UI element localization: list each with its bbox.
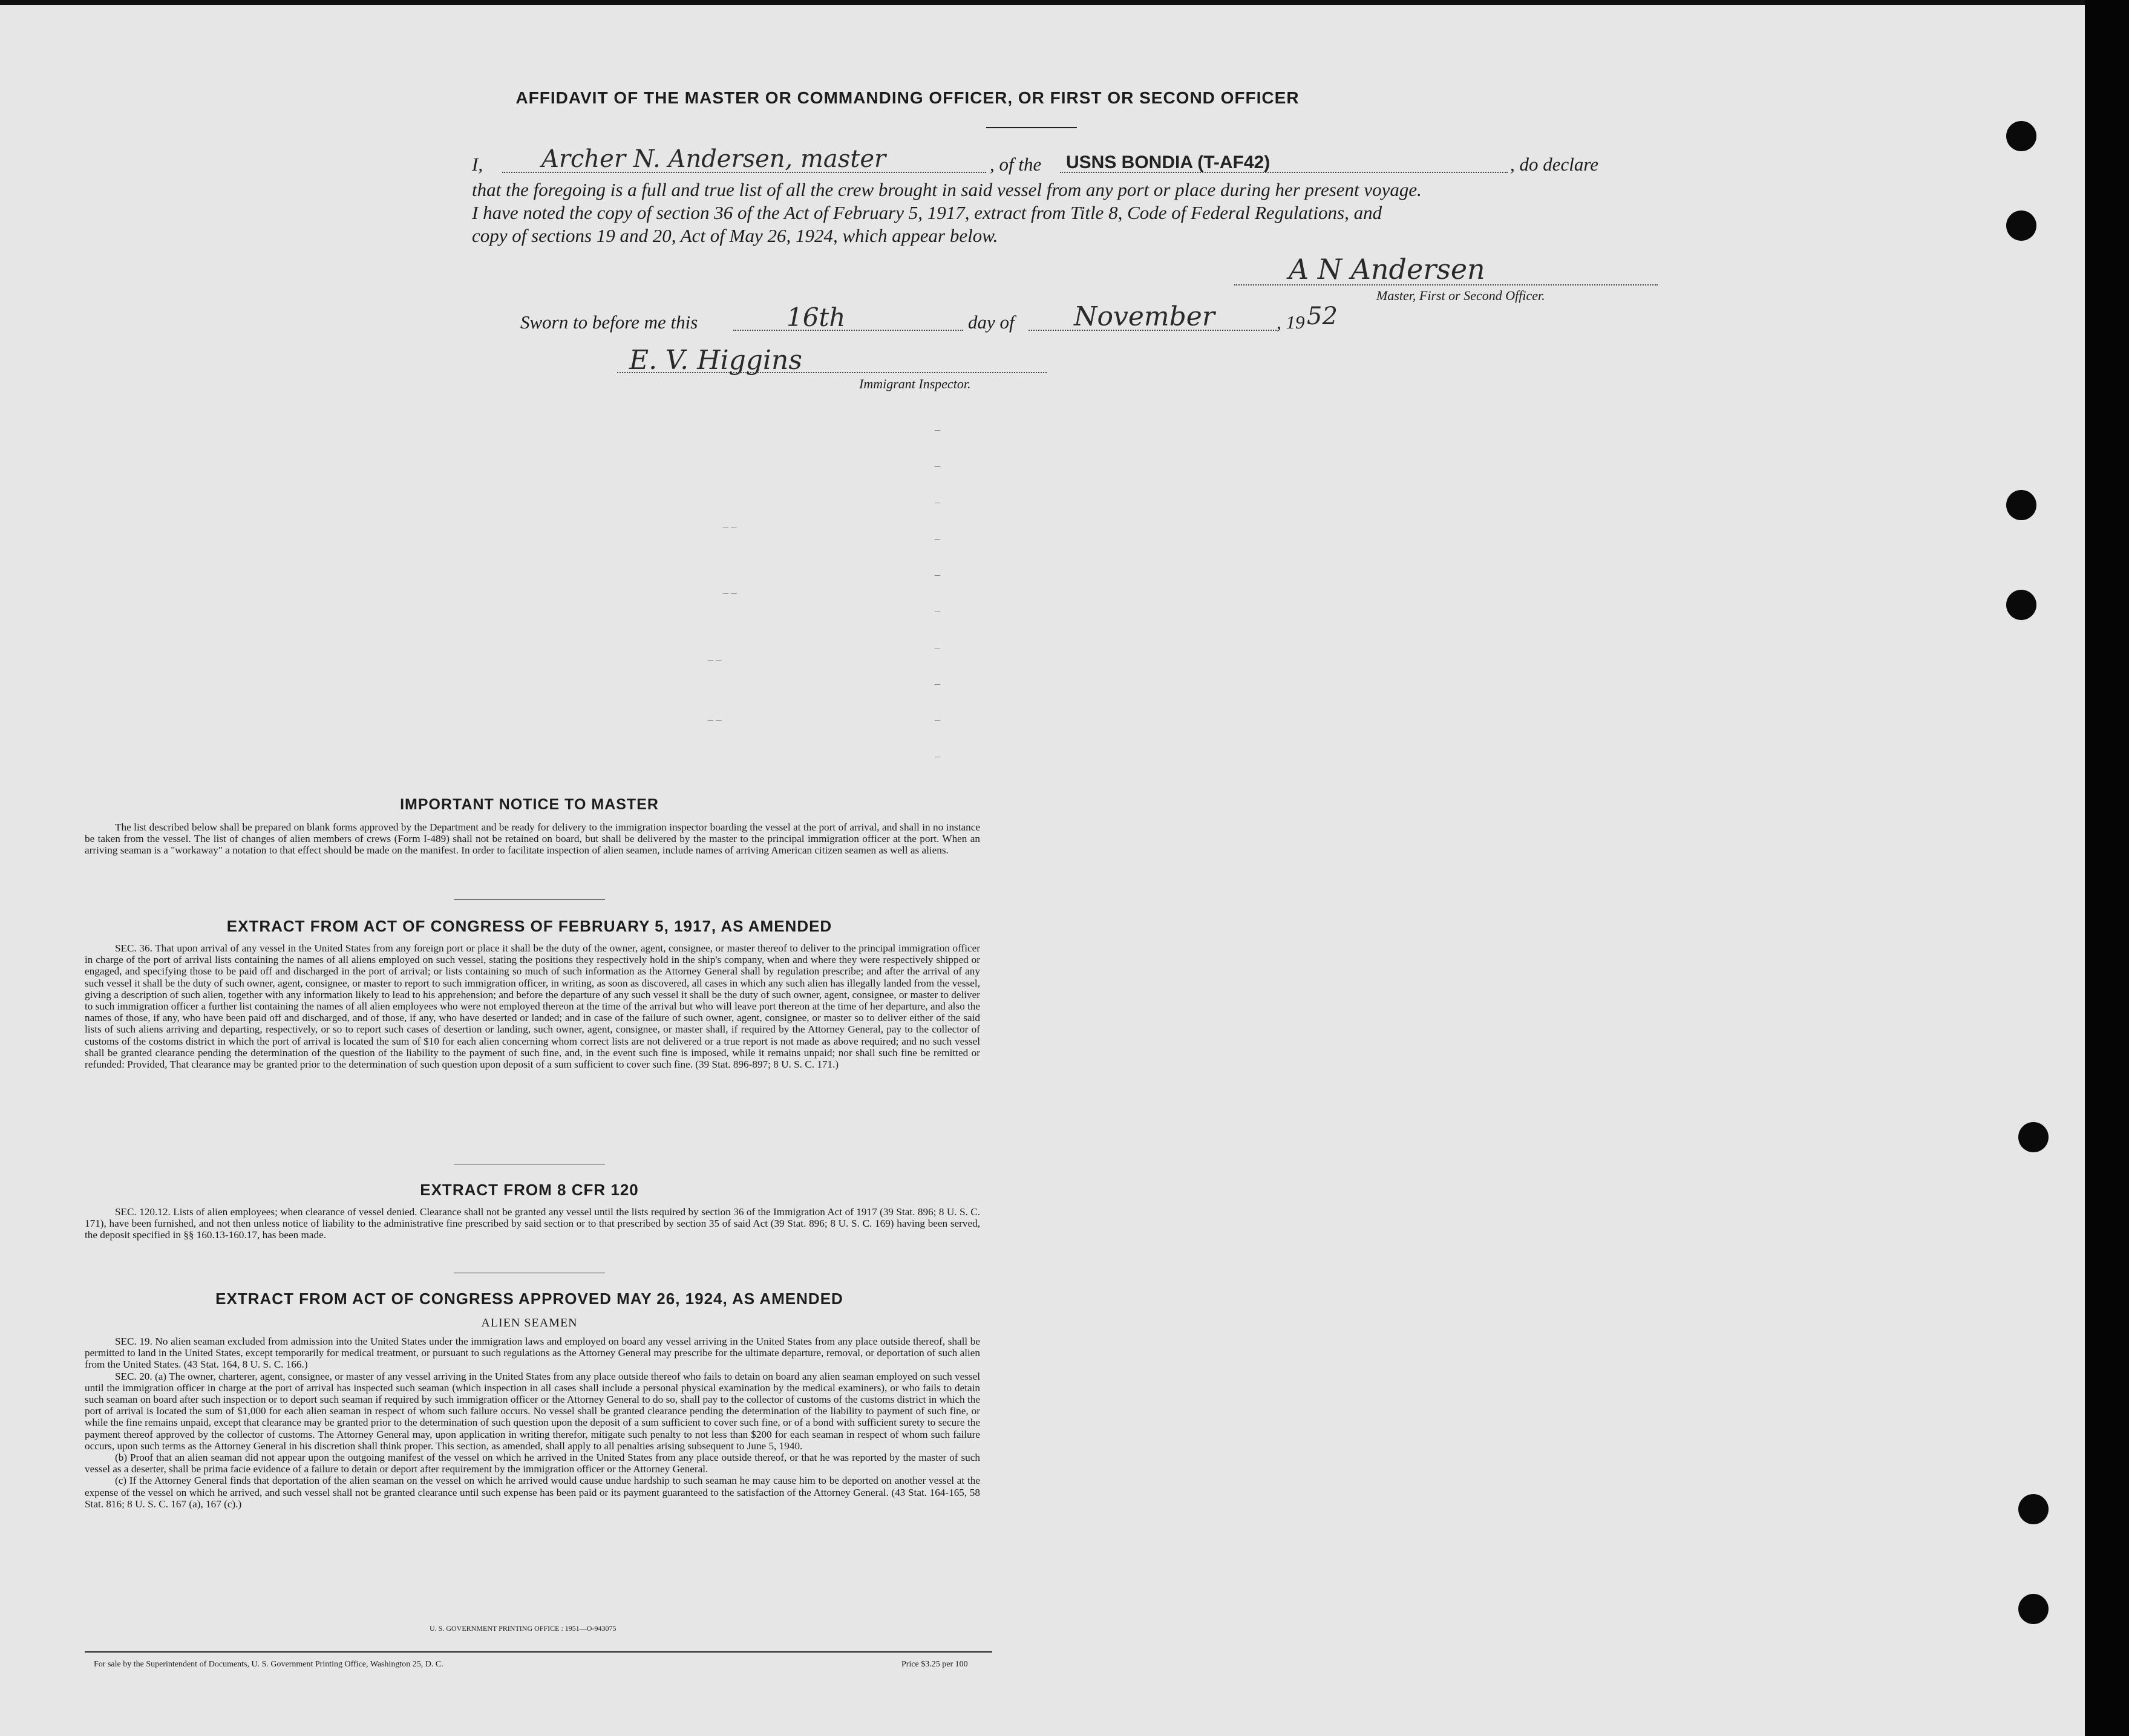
declaration-prefix: I, bbox=[472, 154, 483, 175]
dash-mark: – bbox=[935, 641, 940, 653]
extract-1924-text bbox=[85, 1336, 980, 1510]
master-signature-caption: Master, First or Second Officer. bbox=[1376, 288, 1545, 303]
dash-mark: – – bbox=[723, 520, 737, 532]
extract-1917-title: EXTRACT FROM ACT OF CONGRESS OF FEBRUARY 5, 1917, AS AMENDED bbox=[226, 917, 832, 935]
punch-hole bbox=[2006, 121, 2036, 151]
do-declare-label: , do declare bbox=[1510, 154, 1599, 175]
sec-20c: (c) If the Attorney General finds that deportation of the alien seaman on the vessel on which he arrived would cause undue hardship to such seaman he may cause him to be deported on another vessel at the expense of the vessel on which he arrived, and such vessel shall not be granted clearance until such expense has been paid or its payment guaranteed to the satisfaction of the Attorney General. (43 Stat. 164-165, 58 Stat. 816; 8 U. S. C. 167 (a), 167 (c).) bbox=[85, 1475, 980, 1510]
punch-hole bbox=[2006, 590, 2036, 620]
title-divider bbox=[986, 127, 1077, 128]
notice-title: IMPORTANT NOTICE TO MASTER bbox=[400, 796, 659, 813]
for-sale-note: For sale by the Superintendent of Documents, U. S. Government Printing Office, Washington 25, D. C. bbox=[94, 1660, 443, 1669]
punch-hole bbox=[2006, 210, 2036, 241]
of-the-label: , of the bbox=[990, 154, 1042, 175]
declaration-line-4: copy of sections 19 and 20, Act of May 26, 1924, which appear below. bbox=[472, 225, 998, 246]
dash-mark: – – bbox=[708, 714, 722, 726]
notice-text: The list described below shall be prepared on blank forms approved by the Department and be ready for delivery to the immigration inspector boarding the vessel at the port of arrival, and shall in no instance be taken from the vessel. The list of changes of alien members of crews (Form I-489) shall not be retained on board, but shall be delivered by the master to the principal immigration officer at the port. When an arriving seaman is a "workaway" a notation to that effect should be made on the manifest. In order to facilitate inspection of alien seamen, include names of arriving American citizen seamen as well as aliens. bbox=[85, 821, 980, 857]
extract-1917-text: SEC. 36. That upon arrival of any vessel in the United States from any foreign port or place it shall be the duty of the owner, agent, consignee, or master thereof to deliver to the principal immigration officer in charge of the port of arrival lists containing the names of all aliens employed on such vessel, stating the positions they respectively hold in the ship's company, when and where they were respectively shipped or engaged, and specifying those to be paid off and discharged in the port of arrival; or lists containing so much of such information as the Attorney General shall by regulation prescribe; and after the arrival of any such vessel it shall be the duty of such owner, agent, consignee, or master to report to such immigration officer, in writing, as soon as discovered, all cases in which any such alien has illegally landed from the vessel, giving a description of such alien, together with any information likely to lead to his apprehension; and before the departure of any such vessel it shall be the duty of such owner, agent, consignee, or master to deliver to such immigration officer a further list containing the names of all alien employees who were not employed thereon at the time of the arrival but who will leave port thereon at the time of her departure, and also the names of those, if any, who have been paid off and discharged, and of those, if any, who have deserted or landed; and in case of the failure of such owner, agent, consignee, or master so to deliver either of the said lists of such aliens arriving and departing, respectively, or so to report such cases of desertion or landing, such owner, agent, consignee, or master shall, if required by the Attorney General, pay to the collector of customs of the costoms district in which the port of arrival is located the sum of $10 for each alien concerning whom correct lists are not delivered or a true report is not made as above required; and no such vessel shall be granted clearance pending the determination of the question of the liability to the payment of such fine, and, in the event such fine is imposed, while it remains unpaid; nor shall such fine be remitted or refunded: Provided, That clearance may be granted prior to the determination of such question upon deposit of a sum sufficient to cover such fine. (39 Stat. 896-897; 8 U. S. C. 171.) bbox=[85, 942, 980, 1071]
master-handwritten-name: Archer N. Andersen, master bbox=[541, 145, 886, 173]
master-signature: A N Andersen bbox=[1289, 253, 1485, 286]
dash-mark: – – bbox=[723, 587, 737, 599]
sec-20b: (b) Proof that an alien seaman did not appear upon the outgoing manifest of the vessel on which he arrived in the United States from any place outside thereof, or that he was reported by the master of such vessel as a deserter, shall be prima facie evidence of a failure to detain or deport after requirement by the immigration officer or the Attorney General. bbox=[85, 1452, 980, 1475]
sec-19: SEC. 19. No alien seaman excluded from admission into the United States under the immigration laws and employed on board any vessel arriving in the United States from any place outside thereof, shall be permitted to land in the United States, except temporarily for medical treatment, or pursuant to such regulations as the Attorney General may prescribe for the ultimate departure, removal, or deportation of such alien from the United States. (43 Stat. 164, 8 U. S. C. 166.) bbox=[85, 1336, 980, 1371]
dash-mark: – bbox=[935, 460, 940, 472]
extract-cfr-title: EXTRACT FROM 8 CFR 120 bbox=[420, 1181, 639, 1199]
dash-mark: – bbox=[935, 532, 940, 544]
day-of-label: day of bbox=[968, 312, 1015, 333]
inspector-caption: Immigrant Inspector. bbox=[859, 376, 971, 391]
sworn-label: Sworn to before me this bbox=[520, 312, 698, 333]
sec-20a: SEC. 20. (a) The owner, charterer, agent, consignee, or master of any vessel arriving in the United States from any place outside thereof who fails to detain on board any alien seaman employed on such vessel until the immigration officer in charge at the port of arrival has inspected such seaman (which inspection in all cases shall include a personal physical examination by the medical examiners), or who fails to detain such seaman on board after such inspection or to deport such seaman if required by such immigration officer or the Attorney General to do so, shall pay to the collector of customs of the customs district in which the port of arrival is located the sum of $1,000 for each alien seaman in respect of whom such failure occurs. No vessel shall be granted clearance pending the determination of the liability to payment of such fine, or while the fine remains unpaid, except that clearance may be granted prior to the determination of such question upon the deposit of a sum sufficient to cover such fine, or of a bond with sufficient surety to secure the payment thereof approved by the collector of customs. The Attorney General may, upon application in writing therefor, mitigate such penalty to not less than $200 for each seaman in respect of whom such failure occurs, upon such terms as the Attorney General in his discretion shall think proper. This section, as amended, shall apply to all penalties arising subsequent to June 5, 1940. bbox=[85, 1370, 980, 1452]
page-title: AFFIDAVIT OF THE MASTER OR COMMANDING OFFICER, OR FIRST OR SECOND OFFICER bbox=[515, 88, 1300, 107]
scan-border-top bbox=[0, 0, 2129, 5]
master-signature-line bbox=[1234, 284, 1658, 286]
sworn-year: 52 bbox=[1307, 302, 1338, 330]
dash-mark: – – bbox=[708, 653, 722, 665]
scan-border-right bbox=[2085, 0, 2129, 1736]
punch-hole bbox=[2018, 1122, 2049, 1152]
price-note: Price $3.25 per 100 bbox=[901, 1660, 968, 1669]
year-prefix: , 19 bbox=[1277, 312, 1305, 333]
divider bbox=[454, 899, 605, 900]
inspector-signature: E. V. Higgins bbox=[629, 345, 802, 376]
sworn-day-line bbox=[733, 330, 963, 331]
dash-mark: – bbox=[935, 714, 940, 726]
dash-mark: – bbox=[935, 677, 940, 690]
alien-seamen-subtitle: ALIEN SEAMEN bbox=[481, 1316, 578, 1330]
footer-rule bbox=[85, 1651, 992, 1653]
declaration-line-2: that the foregoing is a full and true list of all the crew brought in said vessel from any port or place during her present voyage. bbox=[472, 179, 1422, 200]
sworn-day: 16th bbox=[787, 302, 846, 332]
dash-mark: – bbox=[935, 423, 940, 436]
sworn-month: November bbox=[1074, 301, 1215, 332]
punch-hole bbox=[2018, 1494, 2049, 1524]
extract-1924-title: EXTRACT FROM ACT OF CONGRESS APPROVED MAY 26, 1924, AS AMENDED bbox=[215, 1290, 843, 1308]
inspector-signature-line bbox=[617, 372, 1047, 373]
punch-hole bbox=[2018, 1594, 2049, 1624]
punch-hole bbox=[2006, 490, 2036, 520]
vessel-name: USNS BONDIA (T-AF42) bbox=[1066, 152, 1271, 172]
declaration-line-3: I have noted the copy of section 36 of the Act of February 5, 1917, extract from Title 8, Code of Federal Regulations, and bbox=[472, 202, 1382, 223]
dash-mark: – bbox=[935, 569, 940, 581]
dash-mark: – bbox=[935, 496, 940, 508]
extract-cfr-text: SEC. 120.12. Lists of alien employees; when clearance of vessel denied. Clearance shall not be granted any vessel until the lists required by section 36 of the Immigration Act of 1917 (39 Stat. 896; 8 U. S. C. 171), have been furnished, and not then unless notice of liability to the administrative fine prescribed by said section or to that prescribed by section 35 of said Act (39 Stat. 896; 8 U. S. C. 169) having been served, the deposit specified in §§ 160.13-160.17, has been made. bbox=[85, 1206, 980, 1241]
dash-mark: – bbox=[935, 605, 940, 617]
printing-office-line: U. S. GOVERNMENT PRINTING OFFICE : 1951—O-943075 bbox=[430, 1624, 616, 1633]
dash-mark: – bbox=[935, 750, 940, 762]
